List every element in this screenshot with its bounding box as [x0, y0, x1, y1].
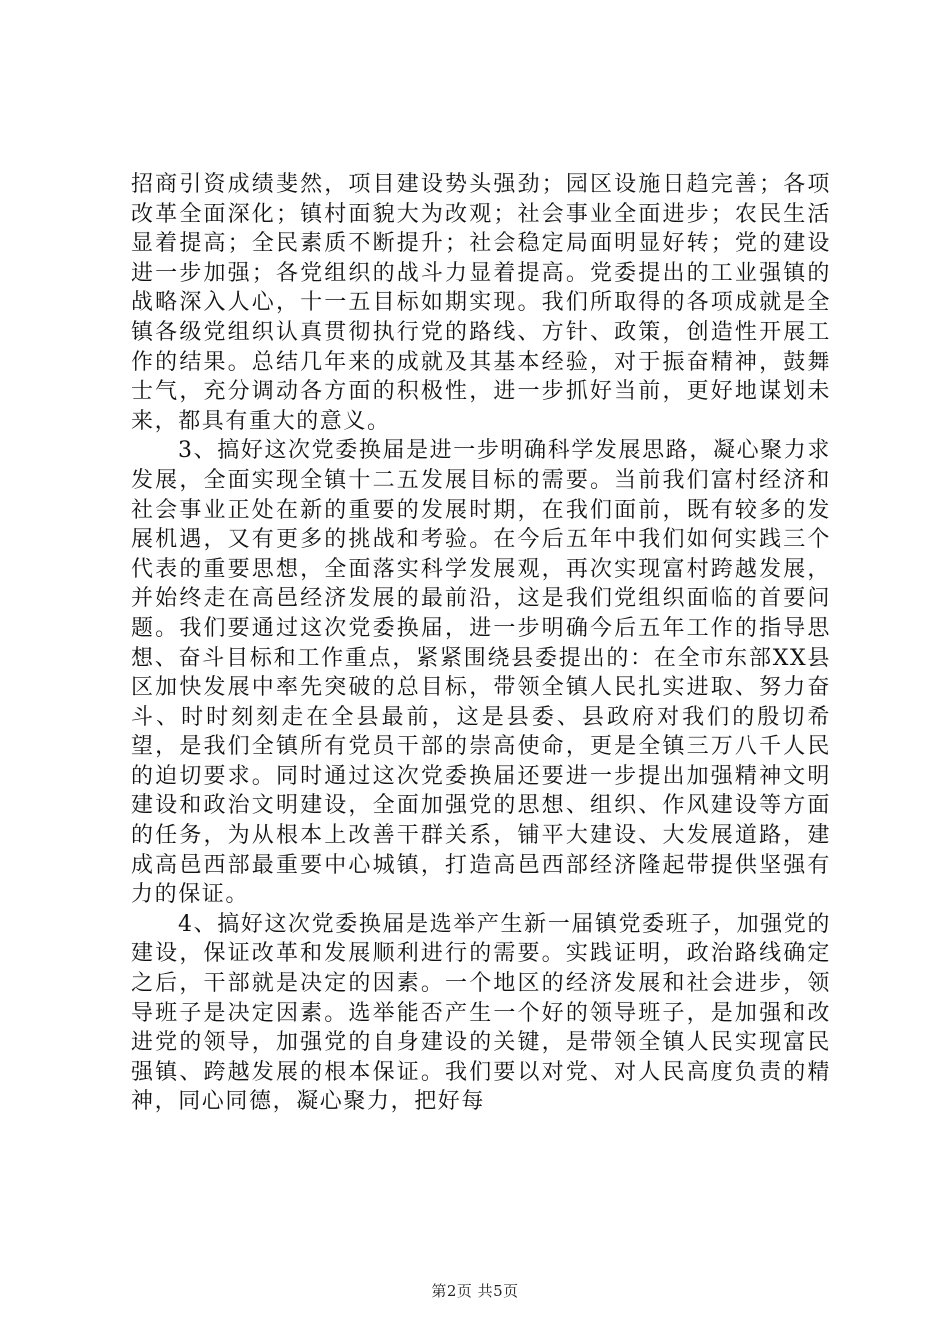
paragraph-3: 4、搞好这次党委换届是选举产生新一届镇党委班子，加强党的建设，保证改革和发展顺利进行的需要。实践证明，政治路线确定之后，干部就是决定的因素。一个地区的经济发展和社会进步，领导班子是决定因素。选举能否产生一个好的领导班子，是加强和改进党的领导，加强党的自身建设的关键，是带领全镇人民实现富民强镇、跨越发展的根本保证。我们要以对党、对人民高度负责的精神，同心同德，凝心聚力，把好每 [131, 911, 831, 1115]
page-footer: 第2页 共5页 [431, 1282, 519, 1300]
document-body [131, 170, 831, 1117]
paragraph-2: 3、搞好这次党委换届是进一步明确科学发展思路，凝心聚力求发展，全面实现全镇十二五发展目标的需要。当前我们富村经济和社会事业正处在新的重要的发展时期，在我们面前，既有较多的发展机遇，又有更多的挑战和考验。在今后五年中我们如何实践三个代表的重要思想，全面落实科学发展观，再次实现富村跨越发展，并始终走在高邑经济发展的最前沿，这是我们党组织面临的首要问题。我们要通过这次党委换届，进一步明确今后五年工作的指导思想、奋斗目标和工作重点，紧紧围绕县委提出的：在全市东部XX县区加快发展中率先突破的总目标，带领全镇人民扎实进取、努力奋斗、时时刻刻走在全县最前，这是县委、县政府对我们的殷切希望，是我们全镇所有党员干部的崇高使命，更是全镇三万八千人民的迫切要求。同时通过这次党委换届还要进一步提出加强精神文明建设和政治文明建设，全面加强党的思想、组织、作风建设等方面的任务，为从根本上改善干群关系，铺平大建设、大发展道路，建成高邑西部最重要中心城镇，打造高邑西部经济隆起带提供坚强有力的保证。 [131, 438, 831, 908]
paragraph-1: 招商引资成绩斐然，项目建设势头强劲；园区设施日趋完善；各项改革全面深化；镇村面貌大为改观；社会事业全面进步；农民生活显着提高；全民素质不断提升；社会稳定局面明显好转；党的建设进一步加强；各党组织的战斗力显着提高。党委提出的工业强镇的战略深入人心，十一五目标如期实现。我们所取得的各项成就是全镇各级党组织认真贯彻执行党的路线、方针、政策，创造性开展工作的结果。总结几年来的成就及其基本经验，对于振奋精神，鼓舞士气，充分调动各方面的积极性，进一步抓好当前，更好地谋划未来，都具有重大的意义。 [131, 172, 831, 434]
